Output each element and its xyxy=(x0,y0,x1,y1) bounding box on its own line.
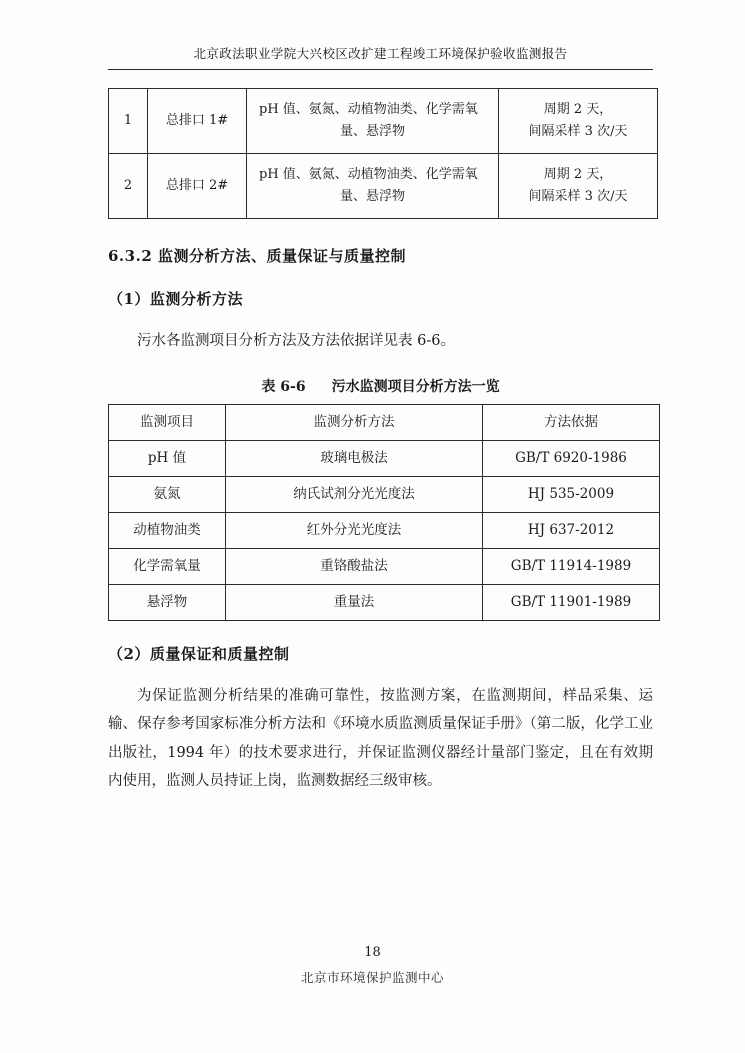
row-frequency-line2: 间隔采样 3 次/天 xyxy=(528,189,628,205)
table-row xyxy=(109,154,658,219)
table-row xyxy=(109,441,660,477)
paragraph-quality-assurance: 为保证监测分析结果的准确可靠性，按监测方案，在监测期间，样品采集、运输、保存参考国家标准分析方法和《环境水质监测质量保证手册》（第二版，化学工业出版社，1994 年）的技术要求进行，并保证监测仪器经计量部门鉴定，且在有效期内使用，监测人员持证上岗，监测数据经三级审核。 xyxy=(108,688,653,789)
monitoring-points-table xyxy=(108,88,658,219)
row-frequency xyxy=(499,89,658,154)
cell-basis: HJ 637-2012 xyxy=(483,513,660,549)
row-frequency-line2: 间隔采样 3 次/天 xyxy=(528,124,628,140)
table-row xyxy=(109,513,660,549)
row-point-name: 总排口 1# xyxy=(148,89,247,154)
cell-basis: GB/T 11901-1989 xyxy=(483,585,660,621)
row-point-name: 总排口 2# xyxy=(148,154,247,219)
table-row xyxy=(109,585,660,621)
row-items-line1: pH 值、氨氮、动植物油类、化学需氧 xyxy=(259,102,478,117)
table-caption-number: 表 6-6 xyxy=(261,379,306,396)
table-row xyxy=(109,549,660,585)
cell-item: 氨氮 xyxy=(109,477,226,513)
cell-item: pH 值 xyxy=(109,441,226,477)
subsection-1-heading: （1）监测分析方法 xyxy=(108,290,243,309)
cell-basis: GB/T 6920-1986 xyxy=(483,441,660,477)
table-row xyxy=(109,477,660,513)
cell-method: 重量法 xyxy=(226,585,483,621)
row-items xyxy=(247,89,499,154)
paragraph-method-intro: 污水各监测项目分析方法及方法依据详见表 6-6。 xyxy=(137,333,455,350)
cell-method: 红外分光光度法 xyxy=(226,513,483,549)
column-header-item: 监测项目 xyxy=(109,405,226,441)
cell-method: 纳氏试剂分光光度法 xyxy=(226,477,483,513)
table-caption xyxy=(108,376,653,396)
cell-basis: GB/T 11914-1989 xyxy=(483,549,660,585)
column-header-method: 监测分析方法 xyxy=(226,405,483,441)
section-heading: 6.3.2 监测分析方法、质量保证与质量控制 xyxy=(108,247,406,266)
column-header-basis: 方法依据 xyxy=(483,405,660,441)
analysis-method-table xyxy=(108,404,660,621)
row-frequency-line1: 周期 2 天， xyxy=(543,167,613,183)
document-header xyxy=(108,44,653,70)
header-divider xyxy=(108,69,653,70)
row-items-line1: pH 值、氨氮、动植物油类、化学需氧 xyxy=(259,167,478,183)
table-header-row xyxy=(109,405,660,441)
subsection-2-heading: （2）质量保证和质量控制 xyxy=(108,645,290,663)
header-title: 北京政法职业学院大兴校区改扩建工程竣工环境保护验收监测报告 xyxy=(193,46,568,61)
row-items-line2: 量、悬浮物 xyxy=(339,189,405,205)
table-caption-text: 污水监测项目分析方法一览 xyxy=(331,379,500,396)
cell-item: 悬浮物 xyxy=(109,585,226,621)
table-row xyxy=(109,89,658,154)
cell-method: 重铬酸盐法 xyxy=(226,549,483,585)
row-number: 1 xyxy=(109,89,148,154)
row-number: 2 xyxy=(109,154,148,219)
cell-basis: HJ 535-2009 xyxy=(483,477,660,513)
cell-method: 玻璃电极法 xyxy=(226,441,483,477)
page-number: 18 xyxy=(364,945,381,960)
row-items-line2: 量、悬浮物 xyxy=(339,124,405,140)
row-items xyxy=(247,154,499,219)
cell-item: 化学需氧量 xyxy=(109,549,226,585)
footer-organization: 北京市环境保护监测中心 xyxy=(300,970,444,985)
row-frequency-line1: 周期 2 天， xyxy=(543,102,613,117)
cell-item: 动植物油类 xyxy=(109,513,226,549)
page-content xyxy=(108,44,653,795)
row-frequency xyxy=(499,154,658,219)
